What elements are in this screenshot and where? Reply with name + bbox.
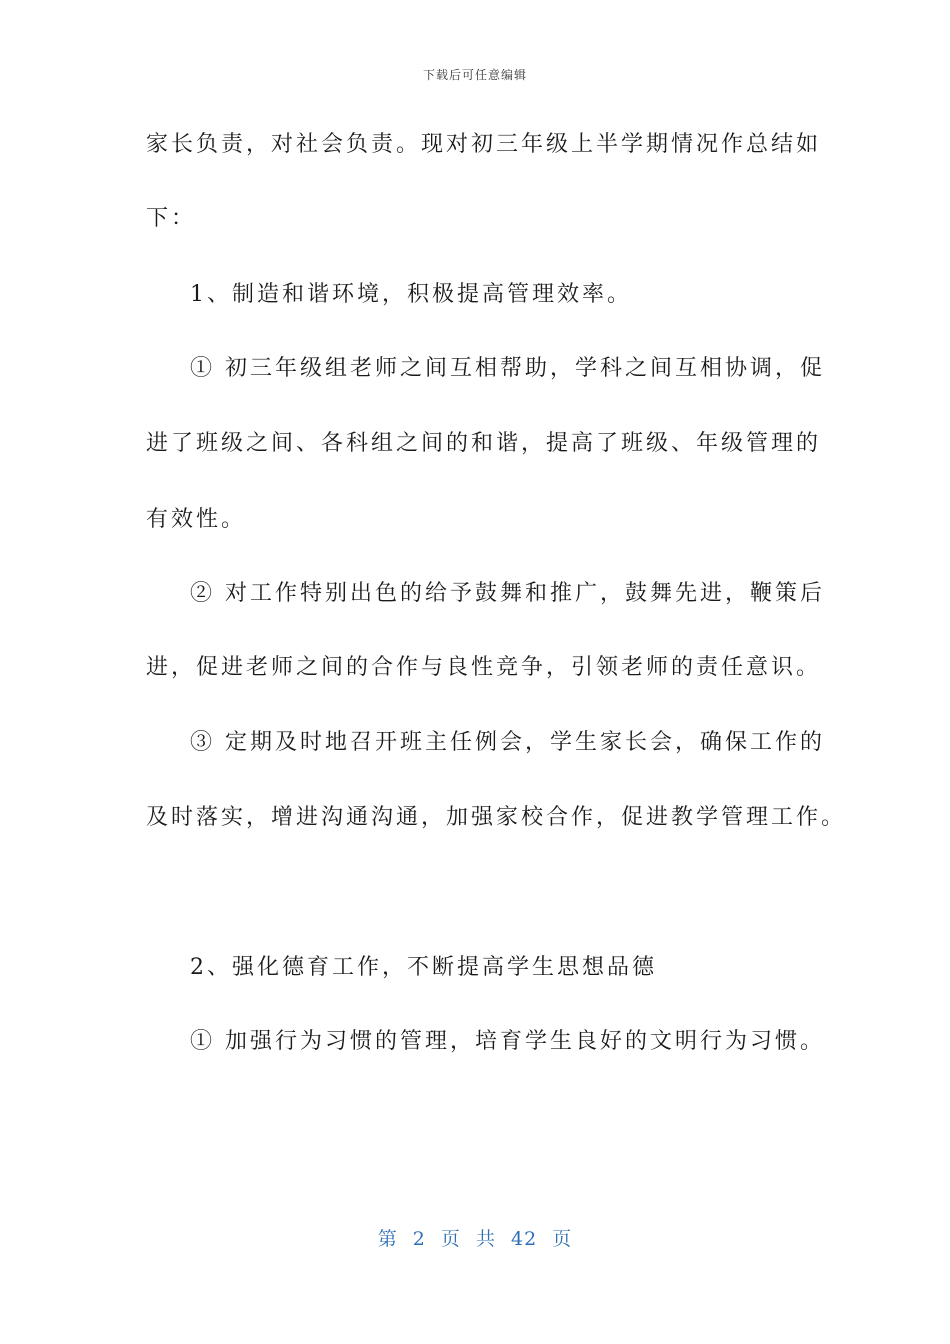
paragraph-line: 及时落实，增进沟通沟通，加强家校合作，促进教学管理工作。	[146, 805, 847, 830]
page-mid: 页	[440, 1228, 461, 1250]
paragraph-line: 有效性。	[146, 507, 247, 532]
paragraph-line: ③ 定期及时地召开班主任例会，学生家长会，确保工作的	[190, 730, 825, 755]
page-current: 2	[412, 1228, 426, 1250]
paragraph-line: 家长负责，对社会负责。现对初三年级上半学期情况作总结如	[146, 132, 822, 157]
paragraph-line: 下：	[146, 206, 197, 231]
paragraph-line: 进了班级之间、各科组之间的和谐，提高了班级、年级管理的	[146, 431, 822, 456]
page-header-note: 下载后可任意编辑	[422, 68, 527, 82]
page-total: 42	[511, 1228, 538, 1250]
paragraph-line: ① 加强行为习惯的管理，培育学生良好的文明行为习惯。	[190, 1029, 825, 1054]
page-suffix: 页	[552, 1228, 573, 1250]
page-total-prefix: 共	[475, 1228, 496, 1250]
paragraph-line: ② 对工作特别出色的给予鼓舞和推广，鼓舞先进，鞭策后	[190, 581, 825, 606]
page-number-footer	[0, 1224, 950, 1251]
page-prefix: 第	[377, 1228, 398, 1250]
paragraph-line: ① 初三年级组老师之间互相帮助，学科之间互相协调，促	[190, 356, 825, 381]
paragraph-line: 进，促进老师之间的合作与良性竞争，引领老师的责任意识。	[146, 655, 822, 680]
section-heading-1: 1、制造和谐环境，积极提高管理效率。	[190, 282, 632, 307]
section-heading-2: 2、强化德育工作，不断提高学生思想品德	[190, 955, 657, 980]
